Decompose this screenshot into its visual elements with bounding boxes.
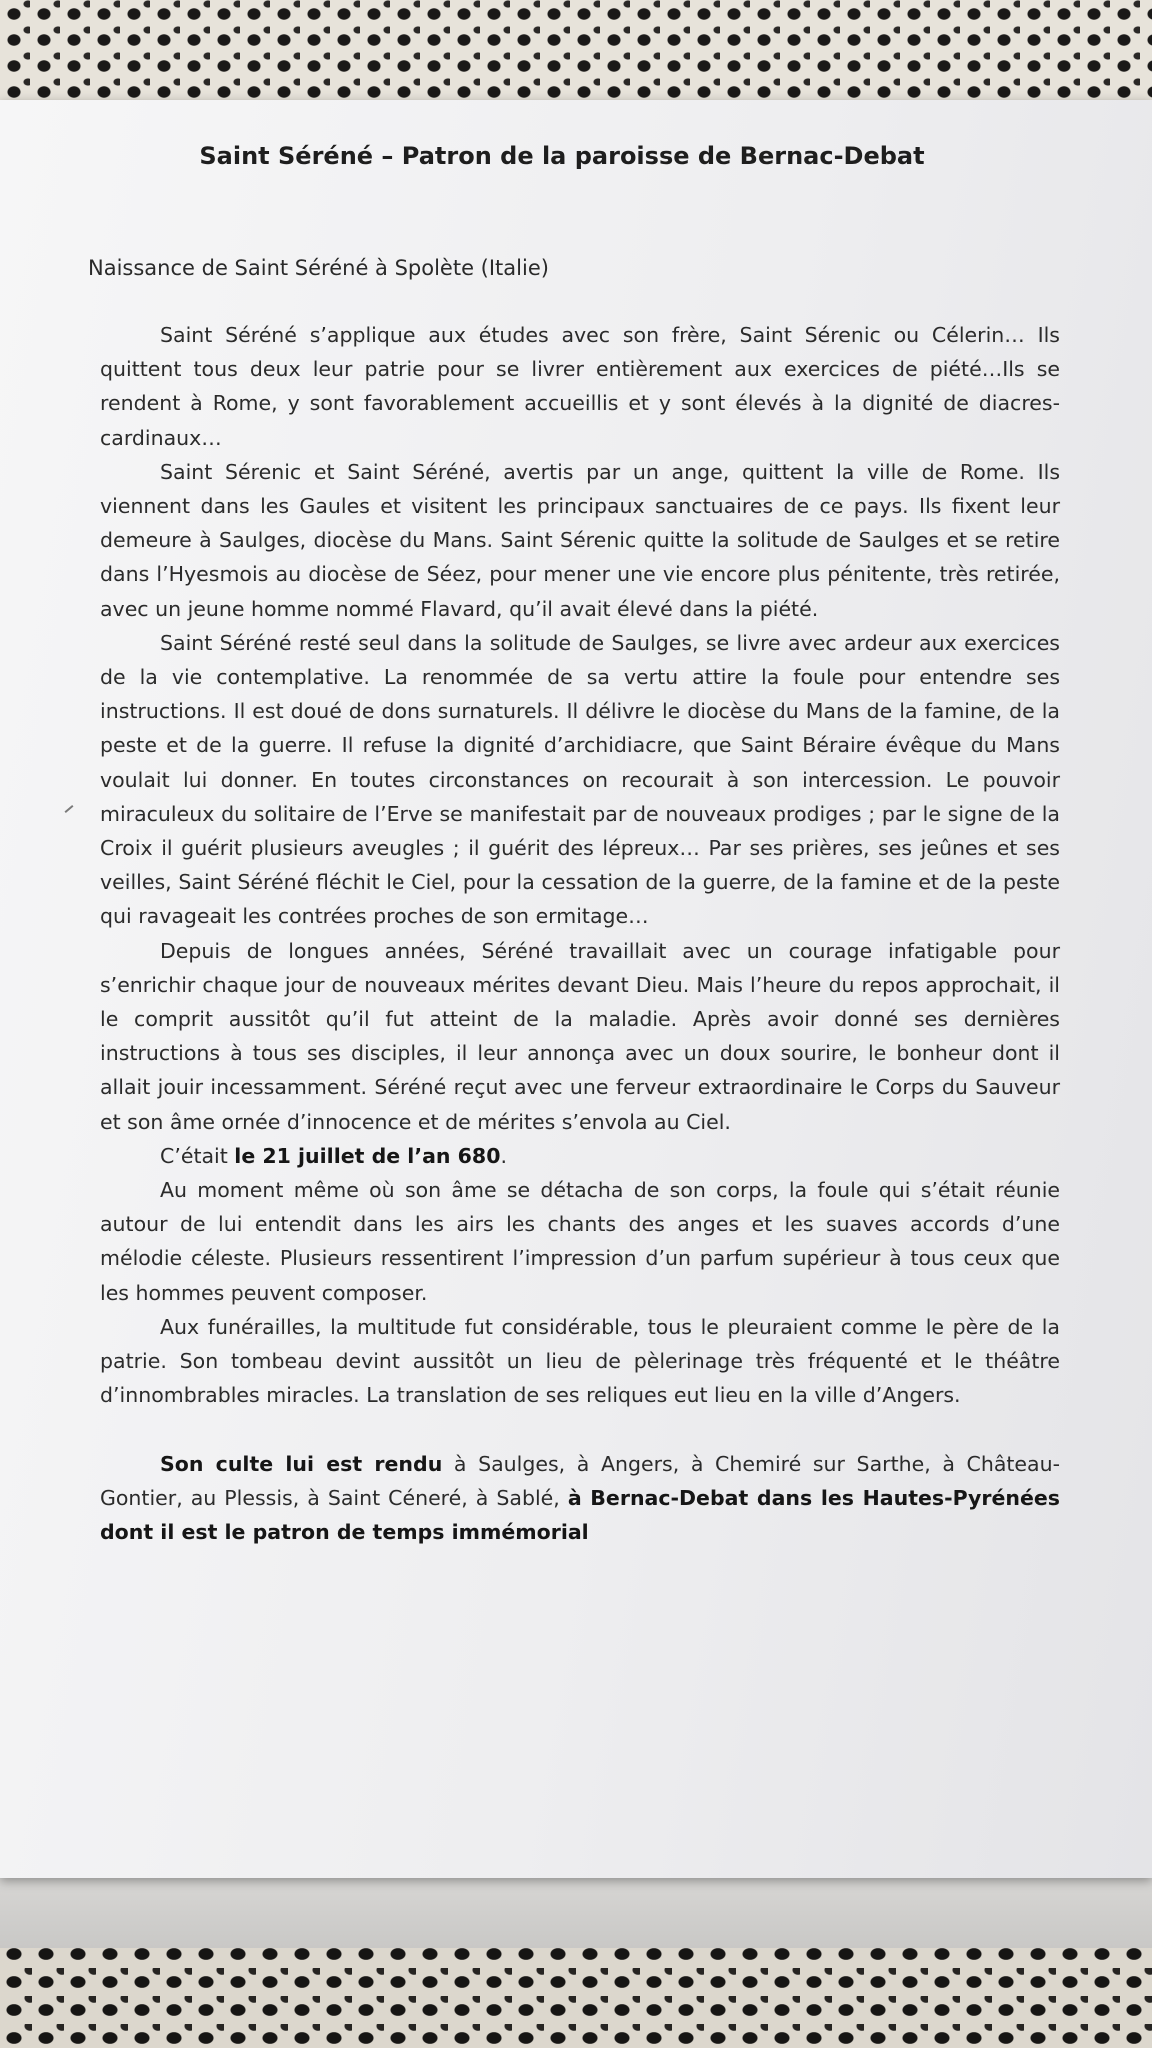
paragraph-1: Saint Séréné s’applique aux études avec son frère, Saint Sérenic ou Célerin… Ils quittent tous deux leur patrie pour se livrer entièrement aux exercices de piété…Ils se rendent à Rome, y sont favorablement accueillis et y sont élevés à la dignité de diacres-cardinaux…: [100, 323, 1060, 450]
paragraph-5-prefix: C’était: [160, 1143, 235, 1168]
lace-tablecloth-bottom: [0, 1940, 1152, 2048]
paragraph-3: Saint Séréné resté seul dans la solitude de Saulges, se livre avec ardeur aux exercices de la vie contemplative. La renommée de sa vertu attire la foule pour entendre ses instructions. Il est doué de dons surnaturels. Il délivre le diocèse du Mans de la famine, de la peste et de la guerre. Il refuse la dignité d’archidiacre, que Saint Béraire évêque du Mans voulait lui donner. En toutes circonstances on recourait à son intercession. Le pouvoir miraculeux du solitaire de l’Erve se manifestait par de nouveaux prodiges ; par le signe de la Croix il guérit plusieurs aveugles ; il guérit des lépreux… Par ses prières, ses jeûnes et ses veilles, Saint Séréné fléchit le Ciel, pour la cessation de la guerre, de la famine et de la peste qui ravageait les contrées proches de son ermitage…: [100, 630, 1060, 929]
cult-heading: Son culte lui est rendu: [160, 1451, 443, 1476]
paragraph-8: [100, 1447, 1060, 1550]
lace-tablecloth-top: [0, 0, 1152, 110]
document-title: Saint Séréné – Patron de la paroisse de Bernac-Debat: [199, 142, 925, 170]
cult-places: à Saulges, à Angers, à Chemiré sur Sarthe, à Château-Gontier, au Plessis, à Saint Céneré, à Sablé,: [100, 1451, 1060, 1510]
paragraph-2: Saint Sérenic et Saint Séréné, avertis par un ange, quittent la ville de Rome. Ils viennent dans les Gaules et visitent les principaux sanctuaires de ce pays. Ils fixent leur demeure à Saulges, diocèse du Mans. Saint Sérenic quitte la solitude de Saulges et se retire dans l’Hyesmois au diocèse de Séez, pour mener une vie encore plus pénitente, très retirée, avec un jeune homme nommé Flavard, qu’il avait élevé dans la piété.: [100, 459, 1060, 621]
paragraph-4: Depuis de longues années, Séréné travaillait avec un courage infatigable pour s’enrichir chaque jour de nouveaux mérites devant Dieu. Mais l’heure du repos approchait, il le comprit aussitôt qu’il fut atteint de la maladie. Après avoir donné ses dernières instructions à tous ses disciples, il leur annonça avec un doux sourire, le bonheur dont il allait jouir incessamment. Séréné reçut avec une ferveur extraordinaire le Corps du Sauveur et son âme ornée d’innocence et de mérites s’envola au Ciel.: [100, 938, 1060, 1134]
death-date: le 21 juillet de l’an 680: [234, 1143, 501, 1168]
paragraph-6: Au moment même où son âme se détacha de son corps, la foule qui s’était réunie autour de lui entendit dans les airs les chants des anges et les suaves accords d’une mélodie céleste. Plusieurs ressentirent l’impression d’un parfum supérieur à tous ceux que les hommes peuvent composer.: [100, 1178, 1060, 1305]
document-subtitle: Naissance de Saint Séréné à Spolète (Italie): [88, 256, 549, 280]
sheet-underlay: [0, 1868, 1152, 1948]
document-body: [100, 318, 1060, 1549]
paragraph-5-suffix: .: [500, 1143, 507, 1168]
bernac-debat-patronage: à Bernac-Debat dans les Hautes-Pyrénées dont il est le patron de temps immémorial: [100, 1485, 1060, 1544]
paragraph-7: Aux funérailles, la multitude fut considérable, tous le pleuraient comme le père de la patrie. Son tombeau devint aussitôt un lieu de pèlerinage très fréquenté et le théâtre d’innombrables miracles. La translation de ses reliques eut lieu en la ville d’Angers.: [100, 1314, 1060, 1408]
paragraph-5: [100, 1139, 1060, 1173]
